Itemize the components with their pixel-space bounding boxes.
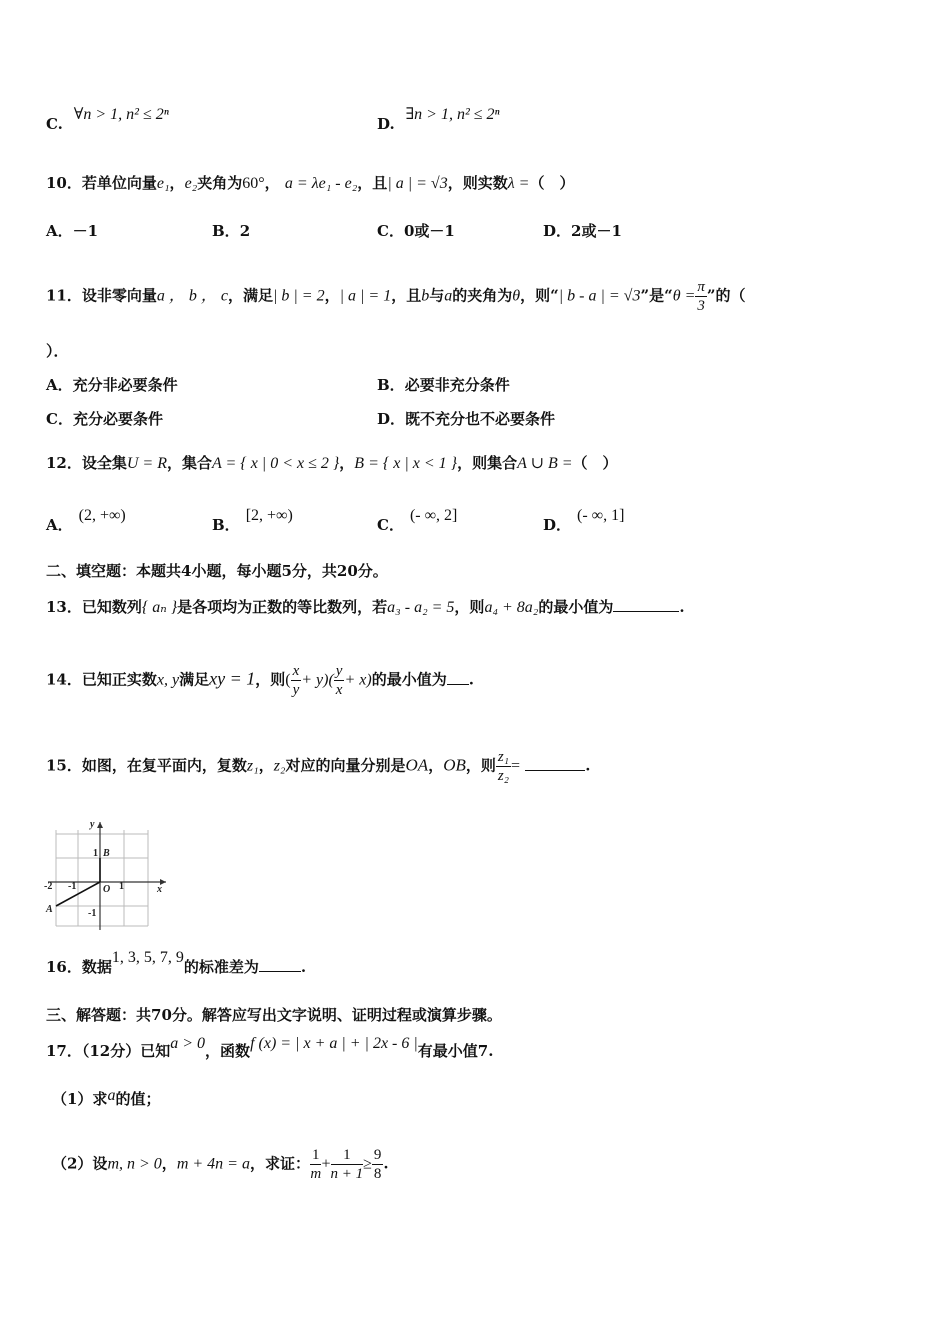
fraction-numerator: 1 xyxy=(331,1146,364,1165)
q14-condition: xy = 1 xyxy=(209,668,256,689)
fraction-denominator: n + 1 xyxy=(330,1166,364,1182)
option-label: B． xyxy=(212,516,240,534)
fraction-denominator: 3 xyxy=(697,298,705,314)
option-math: (- ∞, 2] xyxy=(409,507,458,524)
q17-part1-label: （1）求 xyxy=(52,1090,108,1108)
section-2-heading: 二、填空题：本题共4小题，每小题5分，共20分。 xyxy=(46,562,388,580)
q15-prefix: 15．如图，在复平面内，复数 xyxy=(46,756,247,775)
q17-end: . xyxy=(383,1154,389,1173)
q17-suffix: 有最小值7. xyxy=(417,1042,494,1060)
option-math: ∀n > 1, n² ≤ 2ⁿ xyxy=(73,106,169,123)
q13-condition: a₃ - a₂ = 5 xyxy=(387,599,455,616)
tick-label-x-1: 1 xyxy=(119,881,124,892)
q15-equals: = xyxy=(510,757,520,775)
option-math: [2, +∞) xyxy=(245,507,293,524)
option-math: (2, +∞) xyxy=(78,507,126,524)
q13-suffix: 的最小值为 xyxy=(538,598,614,616)
option-text: －1 xyxy=(72,222,99,240)
q11-a: a xyxy=(444,287,453,305)
question-12 xyxy=(46,452,618,475)
q17-part1-a: a xyxy=(107,1087,116,1104)
q9-option-c xyxy=(46,104,169,133)
q12-option-b xyxy=(212,504,293,534)
fraction-denominator: z₂ xyxy=(497,768,509,784)
q10-sep2: ， xyxy=(264,174,280,192)
grid-lines xyxy=(56,830,148,926)
fraction-denominator: m xyxy=(310,1166,322,1182)
q13-mid2: ，则 xyxy=(454,598,485,616)
q15-sep2: ， xyxy=(428,756,444,775)
fraction-denominator: x xyxy=(335,682,343,698)
q14-fraction-x-over-y xyxy=(291,662,302,699)
q17-mid1: ，函数 xyxy=(205,1042,251,1060)
option-math: (- ∞, 1] xyxy=(577,507,625,524)
q11-option-c xyxy=(46,408,163,429)
q13-end: . xyxy=(679,598,685,616)
q11-pi-fraction xyxy=(695,278,707,315)
q11-option-d xyxy=(377,408,555,429)
question-11 xyxy=(46,278,746,315)
q12-option-d xyxy=(543,504,625,534)
option-label: D． xyxy=(543,222,572,240)
fraction-denominator: 8 xyxy=(373,1166,382,1182)
option-label: A． xyxy=(46,222,73,240)
option-label: D. xyxy=(377,115,395,133)
q17-part2-equation: m + 4n = a xyxy=(176,1155,250,1173)
q12-set-b: B = { x | x < 1 } xyxy=(354,455,458,472)
q17-fraction-9-over-8 xyxy=(372,1146,384,1183)
fraction-numerator: 9 xyxy=(373,1147,382,1163)
q11-vecs: a ， b ， c xyxy=(156,287,228,305)
q12-universe: U = R xyxy=(126,455,167,472)
fraction-denominator: y xyxy=(292,682,300,698)
q10-abs: | a | = √3 xyxy=(387,175,448,192)
q12-set-a: A = { x | 0 < x ≤ 2 } xyxy=(212,455,340,472)
y-axis-arrow-icon xyxy=(97,822,103,828)
complex-plane-graph xyxy=(44,818,172,932)
q17-prefix: 17．（12分）已知 xyxy=(46,1042,171,1060)
q10-mid2: ，且 xyxy=(357,174,388,192)
q16-data: 1, 3, 5, 7, 9 xyxy=(111,949,184,966)
q9-option-d xyxy=(377,104,500,133)
option-label: D． xyxy=(377,410,406,428)
q10-mid1: 夹角为 xyxy=(197,174,243,192)
q12-option-c xyxy=(377,504,458,534)
q11-continuation: ）． xyxy=(46,342,69,360)
q13-mid1: 是各项均为正数的等比数列，若 xyxy=(177,598,388,616)
q10-paren: （ ） xyxy=(529,174,575,192)
q17-plus: + xyxy=(321,1155,331,1173)
q12-prefix: 12．设全集 xyxy=(46,454,127,472)
q17-fraction-1-over-n-plus-1 xyxy=(331,1146,364,1183)
q11-sep: ， xyxy=(324,286,340,305)
option-label: C． xyxy=(377,222,404,240)
question-17 xyxy=(46,1035,494,1063)
q10-e2: e₂ xyxy=(184,175,198,192)
q11-theta-eq: θ = xyxy=(672,287,696,305)
option-text: 充分必要条件 xyxy=(72,410,163,428)
q15-mid1: 对应的向量分别是 xyxy=(285,756,406,775)
q10-option-a xyxy=(46,220,98,241)
fraction-numerator: 1 xyxy=(311,1147,320,1163)
question-13 xyxy=(46,596,685,619)
question-16 xyxy=(46,949,307,979)
q11-theta: θ xyxy=(512,287,521,305)
q14-plus-x: + x) xyxy=(344,671,372,689)
q15-end: . xyxy=(585,756,591,775)
q11-mid3: 与 xyxy=(429,286,445,305)
q14-plus-y: + y)( xyxy=(301,671,334,689)
point-b-label: B xyxy=(103,848,110,859)
answer-blank[interactable] xyxy=(613,597,679,612)
option-label: A． xyxy=(46,516,73,534)
q14-end: . xyxy=(468,670,474,689)
q11-mid4: 的夹角为 xyxy=(452,286,513,305)
answer-blank[interactable] xyxy=(259,957,301,972)
option-text: 充分非必要条件 xyxy=(72,376,178,394)
fraction-numerator: y xyxy=(335,663,343,679)
question-14 xyxy=(46,662,474,699)
q11-option-b xyxy=(377,374,510,395)
q11-option-a xyxy=(46,374,178,395)
q15-sep: ， xyxy=(258,756,274,775)
q10-e1: e₁ xyxy=(156,175,170,192)
q13-prefix: 13．已知数列 xyxy=(46,598,142,616)
q11-mid5: ，则“ xyxy=(520,286,559,305)
q14-mid2: ，则 xyxy=(255,670,286,689)
q10-prefix: 10．若单位向量 xyxy=(46,174,157,192)
question-10 xyxy=(46,172,574,195)
q15-z2: z₂ xyxy=(273,757,286,775)
option-math: ∃n > 1, n² ≤ 2ⁿ xyxy=(405,106,500,123)
q14-mid1: 满足 xyxy=(179,670,210,689)
option-text: 既不充分也不必要条件 xyxy=(405,410,556,428)
q10-suffix: ，则实数 xyxy=(447,174,508,192)
y-axis-label: y xyxy=(90,819,95,830)
point-a-label: A xyxy=(46,904,53,915)
option-label: B． xyxy=(212,222,240,240)
q11-suffix: ”的（ xyxy=(706,286,746,305)
option-label: C． xyxy=(46,410,73,428)
q14-vars: x, y xyxy=(156,671,180,689)
q11-mid2: ，且 xyxy=(391,286,422,305)
q16-prefix: 16．数据 xyxy=(46,958,112,976)
q15-mid2: ，则 xyxy=(465,756,496,775)
option-label: C． xyxy=(377,516,404,534)
tick-label-x-neg2: -2 xyxy=(44,881,53,892)
q13-sequence: { aₙ } xyxy=(141,599,178,616)
q10-option-d xyxy=(543,220,622,241)
option-text: 必要非充分条件 xyxy=(404,376,510,394)
q15-fraction xyxy=(496,748,511,785)
q10-option-b xyxy=(212,220,250,241)
fraction-numerator: x xyxy=(292,663,300,679)
q12-sep: ， xyxy=(339,454,355,472)
option-label: D． xyxy=(543,516,572,534)
q14-fraction-y-over-x xyxy=(334,662,345,699)
q17-part1-suffix: 的值； xyxy=(115,1090,161,1108)
q10-sep1: ， xyxy=(169,174,185,192)
answer-blank[interactable] xyxy=(447,670,469,685)
option-text: 2 xyxy=(239,222,251,240)
q17-fraction-1-over-m xyxy=(310,1146,322,1183)
fraction-numerator: π xyxy=(697,279,705,295)
q17-part2-mid: ，求证： xyxy=(249,1154,310,1173)
answer-blank[interactable] xyxy=(525,756,585,771)
q11-expr: | b - a | = √3 xyxy=(558,287,641,305)
q11-prefix: 11．设非零向量 xyxy=(46,286,157,305)
option-text: 2或－1 xyxy=(571,222,622,240)
q11-mid6: ”是“ xyxy=(640,286,673,305)
option-label: A． xyxy=(46,376,73,394)
q15-ob: OB xyxy=(443,755,466,775)
q11-b: b xyxy=(421,287,430,305)
q13-expression: a₄ + 8a₂ xyxy=(484,599,539,616)
q17-condition: a > 0 xyxy=(170,1035,206,1052)
tick-label-y-neg1: -1 xyxy=(88,908,97,919)
q10-eq: a = λe₁ - e₂ xyxy=(284,175,358,192)
q12-mid1: ，集合 xyxy=(167,454,213,472)
q17-function: f (x) = | x + a | + | 2x - 6 | xyxy=(250,1035,418,1052)
q17-part2-label: （2）设 xyxy=(52,1154,108,1173)
q16-suffix: 的标准差为 xyxy=(183,958,259,976)
q14-suffix: 的最小值为 xyxy=(371,670,447,689)
q10-option-c xyxy=(377,220,455,241)
question-15 xyxy=(46,748,590,785)
q12-union: A ∪ B = xyxy=(517,455,573,472)
q16-end: . xyxy=(300,958,307,976)
q11-cond2: | a | = 1 xyxy=(339,287,392,305)
tick-label-y-1: 1 xyxy=(93,848,98,859)
q10-lambda: λ = xyxy=(507,175,530,192)
q11-mid1: ，满足 xyxy=(227,286,273,305)
q14-prefix: 14．已知正实数 xyxy=(46,670,157,689)
q10-angle: 60° xyxy=(242,175,265,192)
section-3-heading: 三、解答题：共70分。解答应写出文字说明、证明过程或演算步骤。 xyxy=(46,1006,502,1024)
tick-label-x-neg1: -1 xyxy=(68,881,77,892)
option-text: 0或－1 xyxy=(403,222,455,240)
q17-part-2 xyxy=(52,1146,389,1183)
q12-paren: （ ） xyxy=(572,454,618,472)
option-label: C. xyxy=(46,115,63,133)
option-label: B． xyxy=(377,376,405,394)
q17-part-1 xyxy=(52,1088,160,1111)
fraction-numerator: z₁ xyxy=(497,749,509,765)
q15-z1: z₁ xyxy=(246,757,259,775)
origin-label: O xyxy=(103,884,111,895)
q17-part2-condition: m, n > 0 xyxy=(107,1155,162,1173)
q17-part2-sep: ， xyxy=(161,1154,177,1173)
q15-oa: OA xyxy=(405,755,429,775)
q17-ge: ≥ xyxy=(363,1155,372,1173)
q11-cond1: | b | = 2 xyxy=(273,287,325,305)
x-axis-label: x xyxy=(157,884,162,895)
q12-mid2: ，则集合 xyxy=(457,454,518,472)
q12-option-a xyxy=(46,504,126,534)
q14-open-paren: ( xyxy=(285,671,291,689)
